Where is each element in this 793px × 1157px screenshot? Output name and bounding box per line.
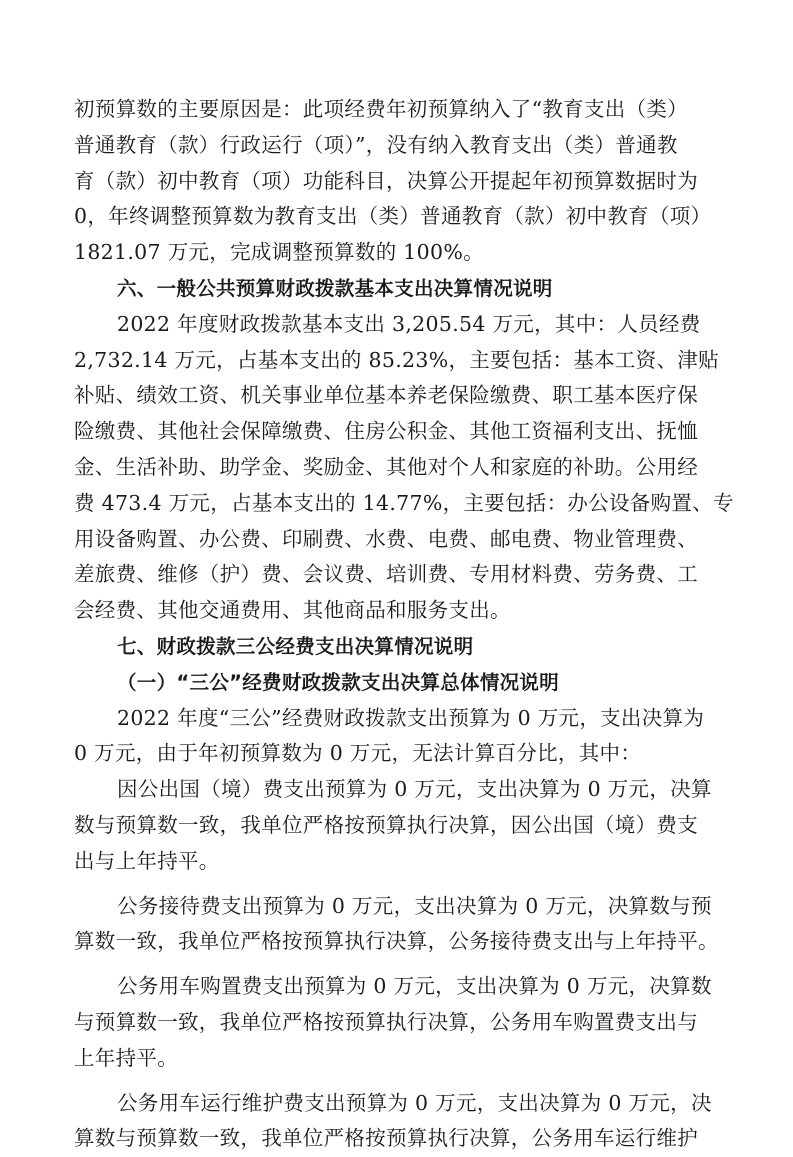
paragraph-first-line: 2022 年度财政拨款基本支出 3,205.54 万元，其中：人员经费 bbox=[117, 311, 701, 336]
paragraph-first-line: 因公出国（境）费支出预算为 0 万元，支出决算为 0 万元，决算 bbox=[117, 777, 712, 802]
text-line: 险缴费、其他社会保障缴费、住房公积金、其他工资福利支出、抚恤 bbox=[74, 419, 698, 444]
document-page bbox=[74, 92, 744, 1157]
text-line: 数与预算数一致，我单位严格按预算执行决算，因公出国（境）费支 bbox=[74, 812, 698, 837]
text-line: 1821.07 万元，完成调整预算数的 100%。 bbox=[74, 240, 484, 265]
text-line: 出与上年持平。 bbox=[74, 848, 220, 873]
section-heading: 六、一般公共预算财政拨款基本支出决算情况说明 bbox=[117, 276, 553, 300]
paragraph-first-line: 公务用车运行维护费支出预算为 0 万元，支出决算为 0 万元，决 bbox=[117, 1090, 712, 1115]
text-line: 金、生活补助、助学金、奖励金、其他对个人和家庭的补助。公用经 bbox=[74, 454, 698, 479]
paragraph-first-line: 公务用车购置费支出预算为 0 万元，支出决算为 0 万元，决算数 bbox=[117, 974, 712, 999]
text-line: 用设备购置、办公费、印刷费、水费、电费、邮电费、物业管理费、 bbox=[74, 526, 698, 551]
section-heading: （一）“三公”经费财政拨款支出决算总体情况说明 bbox=[117, 670, 560, 694]
text-line: 补贴、绩效工资、机关事业单位基本养老保险缴费、职工基本医疗保 bbox=[74, 383, 698, 408]
text-line: 0 万元，由于年初预算数为 0 万元，无法计算百分比，其中： bbox=[74, 741, 642, 766]
text-line: 上年持平。 bbox=[74, 1045, 178, 1070]
text-line: 普通教育（款）行政运行（项）”，没有纳入教育支出（类）普通教 bbox=[74, 132, 678, 157]
text-line: 费 473.4 万元，占基本支出的 14.77%，主要包括：办公设备购置、专 bbox=[74, 490, 734, 515]
text-line: 差旅费、维修（护）费、会议费、培训费、专用材料费、劳务费、工 bbox=[74, 562, 698, 587]
text-line: 初预算数的主要原因是：此项经费年初预算纳入了“教育支出（类） bbox=[74, 97, 688, 121]
paragraph-first-line: 2022 年度“三公”经费财政拨款支出预算为 0 万元，支出决算为 bbox=[117, 705, 705, 730]
text-line: 会经费、其他交通费用、其他商品和服务支出。 bbox=[74, 598, 511, 623]
text-line: 与预算数一致，我单位严格按预算执行决算，公务用车购置费支出与 bbox=[74, 1009, 698, 1034]
text-line: 算数一致，我单位严格按预算执行决算，公务接待费支出与上年持平。 bbox=[74, 929, 719, 954]
text-line: 2,732.14 万元，占基本支出的 85.23%，主要包括：基本工资、津贴 bbox=[74, 347, 719, 372]
paragraph-first-line: 公务接待费支出预算为 0 万元，支出决算为 0 万元，决算数与预 bbox=[117, 893, 712, 918]
text-line: 育（款）初中教育（项）功能科目，决算公开提起年初预算数据时为 bbox=[74, 168, 698, 193]
section-heading: 七、财政拨款三公经费支出决算情况说明 bbox=[117, 634, 474, 658]
text-line: 0，年终调整预算数为教育支出（类）普通教育（款）初中教育（项） bbox=[74, 204, 712, 229]
text-line: 算数与预算数一致，我单位严格按预算执行决算，公务用车运行维护 bbox=[74, 1126, 698, 1151]
